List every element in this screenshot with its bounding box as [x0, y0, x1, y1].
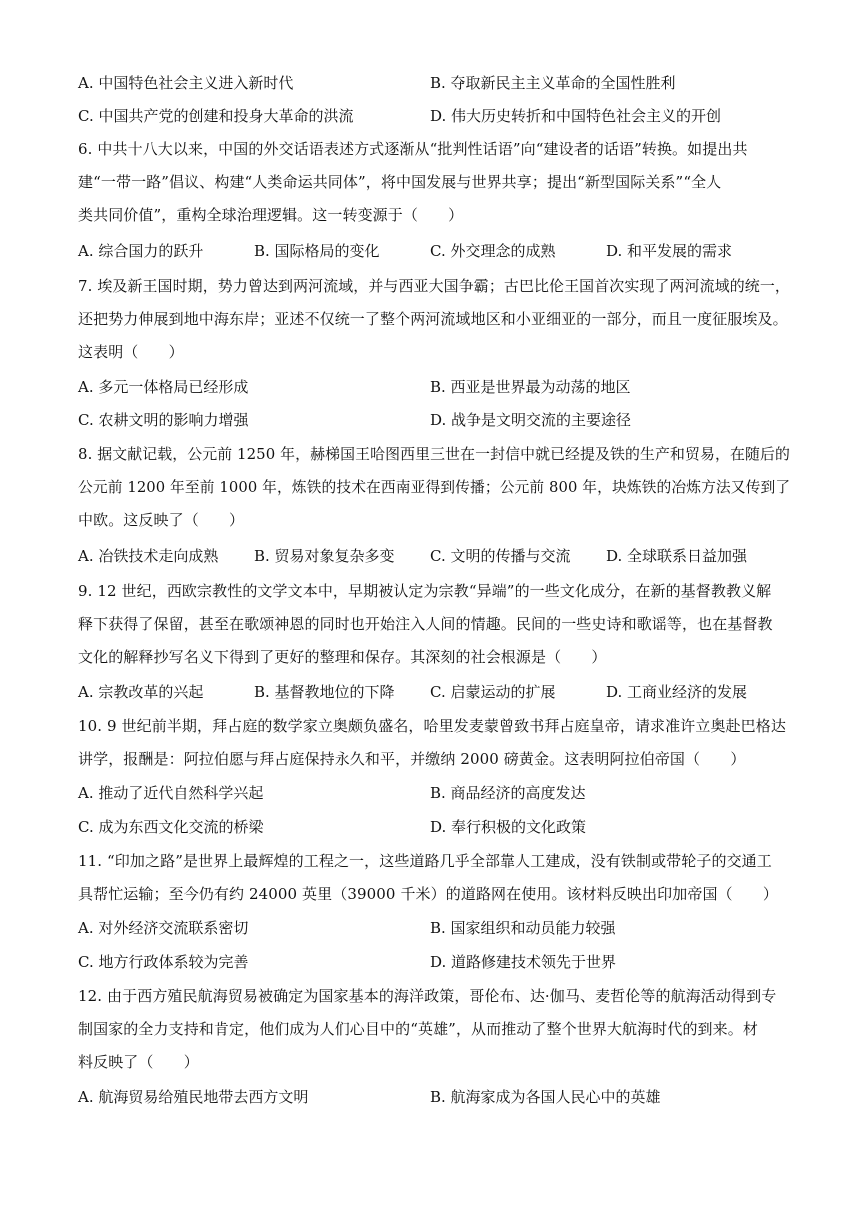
q6-line-3: 类共同价值”，重构全球治理逻辑。这一转变源于（ ）	[78, 206, 464, 224]
q10-option-c: C. 成为东西文化交流的桥梁	[78, 818, 264, 836]
q9-line-3: 文化的解释抄写名义下得到了更好的整理和保存。其深刻的社会根源是（ ）	[78, 648, 607, 666]
q6-option-b: B. 国际格局的变化	[254, 242, 380, 260]
q10-option-a: A. 推动了近代自然科学兴起	[78, 784, 264, 802]
q11-option-a: A. 对外经济交流联系密切	[78, 919, 249, 937]
q9-option-b: B. 基督教地位的下降	[254, 683, 395, 701]
q5-option-a: A. 中国特色社会主义进入新时代	[78, 74, 294, 92]
q11-option-b: B. 国家组织和动员能力较强	[430, 919, 616, 937]
q9-option-c: C. 启蒙运动的扩展	[430, 683, 556, 701]
q12-option-a: A. 航海贸易给殖民地带去西方文明	[78, 1088, 309, 1106]
q8-option-a: A. 冶铁技术走向成熟	[78, 547, 219, 565]
q9-option-d: D. 工商业经济的发展	[606, 683, 748, 701]
q6-option-d: D. 和平发展的需求	[606, 242, 733, 260]
q11-option-d: D. 道路修建技术领先于世界	[430, 953, 617, 971]
q7-line-1: 7. 埃及新王国时期，势力曾达到两河流域，并与西亚大国争霸；古巴比伦王国首次实现了两河流域的统一，	[78, 277, 790, 295]
q7-line-2: 还把势力伸展到地中海东岸；亚述不仅统一了整个两河流域地区和小亚细亚的一部分，而且一度征服埃及。	[78, 310, 788, 328]
q5-option-c: C. 中国共产党的创建和投身大革命的洪流	[78, 107, 354, 125]
q12-line-1: 12. 由于西方殖民航海贸易被确定为国家基本的海洋政策，哥伦布、达·伽马、麦哲伦等的航海活动得到专	[78, 987, 777, 1005]
q8-line-1: 8. 据文献记载，公元前 1250 年，赫梯国王哈图西里三世在一封信中就已经提及铁的生产和贸易，在随后的	[78, 445, 790, 463]
q9-option-a: A. 宗教改革的兴起	[78, 683, 204, 701]
q10-option-d: D. 奉行积极的文化政策	[430, 818, 587, 836]
q12-option-b: B. 航海家成为各国人民心中的英雄	[430, 1088, 661, 1106]
q11-line-1: 11. “印加之路”是世界上最辉煌的工程之一，这些道路几乎全部靠人工建成，没有铁制或带轮子的交通工	[78, 852, 772, 870]
q6-option-a: A. 综合国力的跃升	[78, 242, 204, 260]
q8-option-b: B. 贸易对象复杂多变	[254, 547, 395, 565]
q6-line-2: 建“一带一路”倡议、构建“人类命运共同体”，将中国发展与世界共享；提出“新型国际关系”“全人	[78, 173, 722, 191]
q5-option-b: B. 夺取新民主主义革命的全国性胜利	[430, 74, 676, 92]
q10-line-1: 10. 9 世纪前半期，拜占庭的数学家立奥颇负盛名，哈里发麦蒙曾致书拜占庭皇帝，请求准许立奥赴巴格达	[78, 717, 786, 735]
q10-option-b: B. 商品经济的高度发达	[430, 784, 586, 802]
q8-option-d: D. 全球联系日益加强	[606, 547, 748, 565]
q7-option-c: C. 农耕文明的影响力增强	[78, 411, 249, 429]
q9-line-2: 释下获得了保留，甚至在歌颂神恩的同时也开始注入人间的情趣。民间的一些史诗和歌谣等，也在基督教	[78, 615, 773, 633]
q8-line-2: 公元前 1200 年至前 1000 年，炼铁的技术在西南亚得到传播；公元前 800 年，块炼铁的冶炼方法又传到了	[78, 478, 791, 496]
q7-option-b: B. 西亚是世界最为动荡的地区	[430, 378, 631, 396]
q6-option-c: C. 外交理念的成熟	[430, 242, 556, 260]
q7-option-d: D. 战争是文明交流的主要途径	[430, 411, 632, 429]
q5-option-d: D. 伟大历史转折和中国特色社会主义的开创	[430, 107, 722, 125]
q8-line-3: 中欧。这反映了（ ）	[78, 511, 245, 529]
q12-line-3: 料反映了（ ）	[78, 1053, 199, 1071]
q7-line-3: 这表明（ ）	[78, 343, 184, 361]
q6-line-1: 6. 中共十八大以来，中国的外交话语表述方式逐渐从“批判性话语”向“建设者的话语”转换。如提出共	[78, 140, 748, 158]
q11-option-c: C. 地方行政体系较为完善	[78, 953, 249, 971]
q10-line-2: 讲学，报酬是：阿拉伯愿与拜占庭保持永久和平，并缴纳 2000 磅黄金。这表明阿拉伯帝国（ ）	[78, 750, 746, 768]
q11-line-2: 具帮忙运输；至今仍有约 24000 英里（39000 千米）的道路网在使用。该材料反映出印加帝国（ ）	[78, 885, 778, 903]
q8-option-c: C. 文明的传播与交流	[430, 547, 571, 565]
q12-line-2: 制国家的全力支持和肯定，他们成为人们心目中的“英雄”，从而推动了整个世界大航海时代的到来。材	[78, 1020, 758, 1038]
q7-option-a: A. 多元一体格局已经形成	[78, 378, 249, 396]
q9-line-1: 9. 12 世纪，西欧宗教性的文学文本中，早期被认定为宗教“异端”的一些文化成分，在新的基督教教义解	[78, 582, 772, 600]
